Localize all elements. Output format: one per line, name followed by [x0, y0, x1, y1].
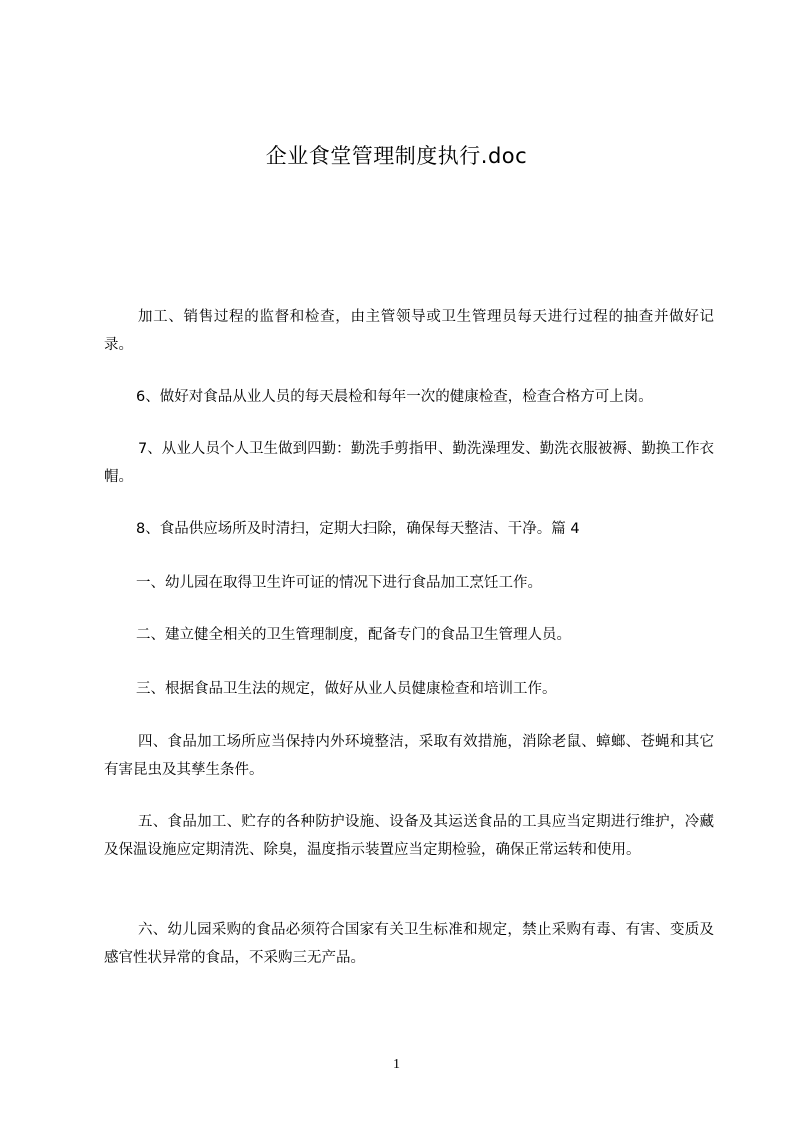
paragraph-training: 三、根据食品卫生法的规定，做好从业人员健康检查和培训工作。 [136, 680, 557, 697]
paragraph-environment: 四、食品加工场所应当保持内外环境整洁，采取有效措施，消除老鼠、蟑螂、苍蝇和其它有害昆虫及其孳生条件。 [104, 733, 714, 778]
paragraph-health-check: 6、做好对食品从业人员的每天晨检和每年一次的健康检查，检查合格方可上岗。 [136, 388, 653, 405]
paragraph-personal-hygiene: 7、从业人员个人卫生做到四勤：勤洗手剪指甲、勤洗澡理发、勤洗衣服被褥、勤换工作衣帽。 [104, 440, 714, 485]
paragraph-equipment: 五、食品加工、贮存的各种防护设施、设备及其运送食品的工具应当定期进行维护，冷藏及保温设施应定期清洗、除臭，温度指示装置应当定期检验，确保正常运转和使用。 [104, 813, 714, 858]
paragraph-procurement: 六、幼儿园采购的食品必须符合国家有关卫生标准和规定，禁止采购有毒、有害、变质及感官性状异常的食品，不采购三无产品。 [104, 921, 714, 966]
paragraph-permit: 一、幼儿园在取得卫生许可证的情况下进行食品加工烹饪工作。 [136, 574, 542, 591]
page-number: 1 [393, 1057, 400, 1072]
paragraph-inspection-records: 加工、销售过程的监督和检查，由主管领导或卫生管理员每天进行过程的抽查并做好记录。 [104, 308, 714, 353]
paragraph-cleaning: 8、食品供应场所及时清扫，定期大扫除，确保每天整洁、干净。篇 4 [136, 520, 580, 537]
document-title: 企业食堂管理制度执行.doc [265, 144, 528, 168]
paragraph-management-system: 二、建立健全相关的卫生管理制度，配备专门的食品卫生管理人员。 [136, 626, 571, 643]
